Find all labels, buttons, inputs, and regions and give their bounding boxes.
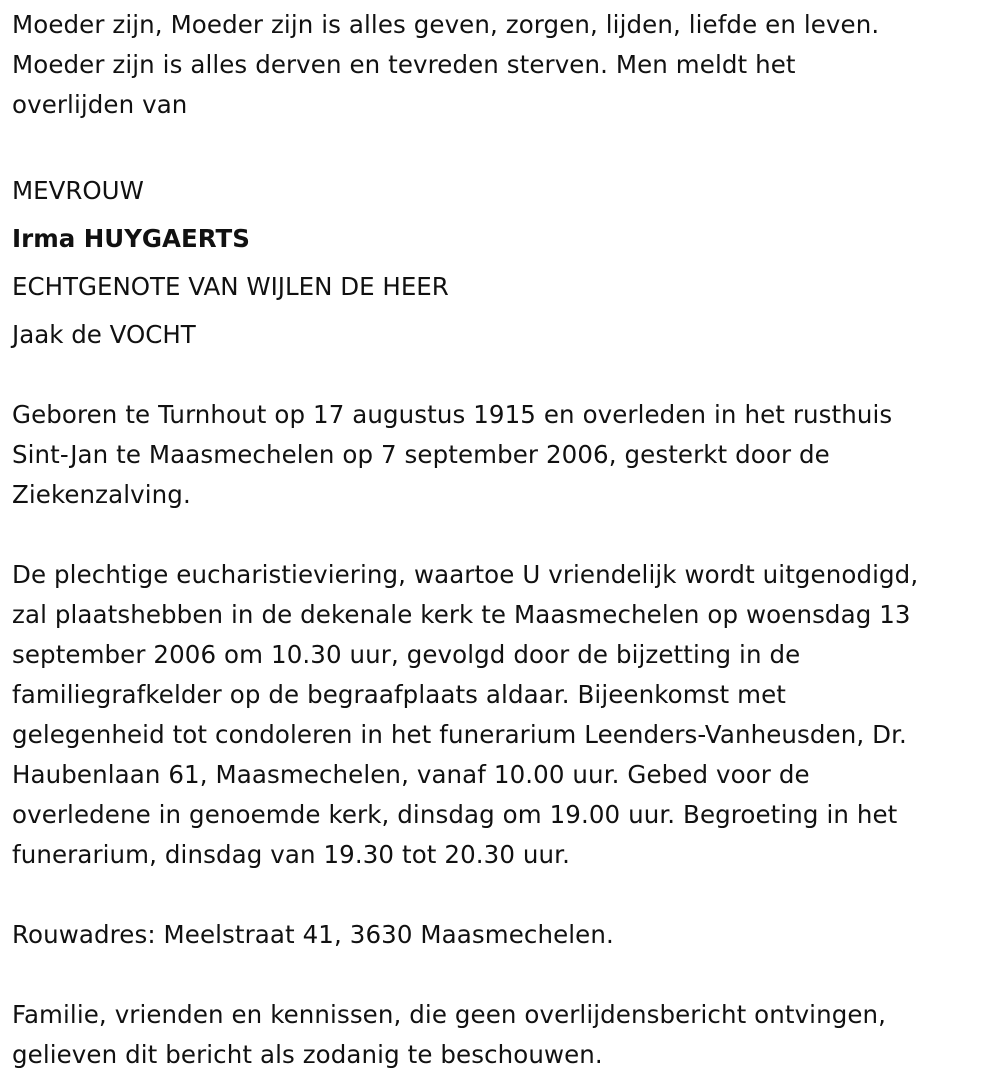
mourning-address: Rouwadres: Meelstraat 41, 3630 Maasmechelen.: [12, 920, 614, 949]
ceremony-line: zal plaatshebben in de dekenale kerk te Maasmechelen op woensdag 13: [12, 600, 911, 629]
address-paragraph: [12, 915, 988, 955]
closing-line: Familie, vrienden en kennissen, die geen overlijdensbericht ontvingen,: [12, 1000, 887, 1029]
ceremony-line: familiegrafkelder op de begraafplaats aldaar. Bijeenkomst met: [12, 680, 786, 709]
ceremony-line: september 2006 om 10.30 uur, gevolgd door de bijzetting in de: [12, 640, 801, 669]
person-name: Irma HUYGAERTS: [12, 224, 250, 253]
paragraph-spacer: [12, 955, 988, 995]
paragraph-spacer: [12, 359, 988, 395]
ceremony-line: gelegenheid tot condoleren in het funerarium Leenders-Vanheusden, Dr.: [12, 720, 907, 749]
paragraph-spacer: [12, 515, 988, 555]
spouse-name: Jaak de VOCHT: [12, 320, 196, 349]
paragraph-spacer: [12, 125, 988, 165]
closing-line: gelieven dit bericht als zodanig te beschouwen.: [12, 1040, 603, 1069]
birth-paragraph: [12, 395, 988, 515]
ceremony-line: overledene in genoemde kerk, dinsdag om 19.00 uur. Begroeting in het: [12, 800, 898, 829]
ceremony-line: De plechtige eucharistieviering, waartoe U vriendelijk wordt uitgenodigd,: [12, 560, 919, 589]
intro-paragraph: [12, 5, 988, 125]
person-relation: ECHTGENOTE VAN WIJLEN DE HEER: [12, 272, 449, 301]
intro-line: overlijden van: [12, 90, 188, 119]
birth-line: Geboren te Turnhout op 17 augustus 1915 en overleden in het rusthuis: [12, 400, 893, 429]
ceremony-line: funerarium, dinsdag van 19.30 tot 20.30 uur.: [12, 840, 570, 869]
birth-line: Ziekenzalving.: [12, 480, 191, 509]
closing-paragraph: [12, 995, 988, 1075]
birth-line: Sint-Jan te Maasmechelen op 7 september 2006, gesterkt door de: [12, 440, 830, 469]
ceremony-line: Haubenlaan 61, Maasmechelen, vanaf 10.00 uur. Gebed voor de: [12, 760, 810, 789]
intro-line: Moeder zijn, Moeder zijn is alles geven, zorgen, lijden, liefde en leven.: [12, 10, 880, 39]
person-block: [12, 167, 988, 359]
ceremony-paragraph: [12, 555, 988, 875]
person-title: MEVROUW: [12, 176, 144, 205]
paragraph-spacer: [12, 875, 988, 915]
intro-line: Moeder zijn is alles derven en tevreden sterven. Men meldt het: [12, 50, 796, 79]
